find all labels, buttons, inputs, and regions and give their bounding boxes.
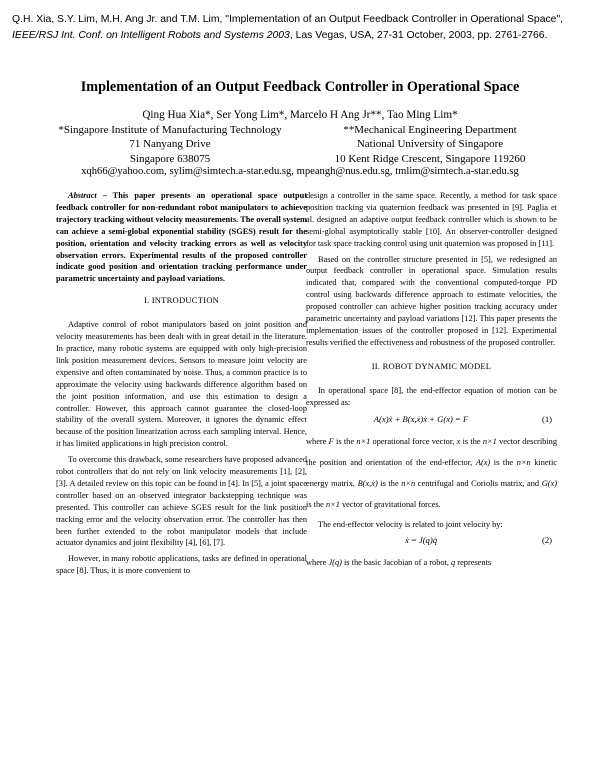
equation-2	[306, 530, 557, 552]
equation-1	[306, 409, 557, 431]
right-column	[306, 190, 557, 573]
section-heading-introduction: I. INTRODUCTION	[143, 295, 220, 306]
affiliation-left	[40, 123, 300, 166]
equation-expression: A(x)ẍ + B(x,ẋ)ẋ + G(x) = F	[373, 413, 469, 424]
author-list: Qing Hua Xia*, Ser Yong Lim*, Marcelo H Ang Jr**, Tao Ming Lim*	[142, 109, 458, 121]
affiliation-line: National University of Singapore	[356, 138, 504, 151]
paragraph: To overcome this drawback, some researchers have proposed advanced robot controllers that do not rely on link velocity measurements [1], [2], [3]. A detailed review on this topic can be found in [4]. In [5], a joint space controller based on an observed integrator backstepping technique was presented. This controller can achieve SGES result for the link position tracking error and the velocity observation error. The controller has then been further extended to the robot manipulator models that include actuator dynamics and joint flexibility [4], [6], [7].	[56, 455, 307, 548]
citation-header	[12, 12, 588, 43]
paragraph: Adaptive control of robot manipulators based on joint position and velocity measurements has been dealt with in great detail in the literature. In practice, many robotic systems are equipped with only high-precision link position measurement devices. Sensors to measure joint velocity are expensive and often contaminated by noise. Thus, a common practice is to approximate the velocity using backwards difference algorithm based on the joint position information, and use this estimation to design a controller. However, this approach cannot guarantee the closed-loop stability of the overall system. Moreover, it ignores the dynamic effect because of the position linearization across each sampling interval. Hence, it has limited applications in high precision control.	[56, 320, 307, 449]
affiliation-right	[300, 123, 560, 166]
paragraph: design a controller in the same space. Recently, a method for task space position tracking via quaternion feedback was presented in [9]. Paglia et al. designed an adaptive output feedback controller which is shown to be semi-global asymptotically stable [10]. An observer-controller designed for task space tracking control using unit quaternion was proposed in [11].	[306, 191, 557, 248]
equation-number: (1)	[541, 413, 552, 424]
equation-expression: ẋ = J(q)q̇	[404, 535, 438, 546]
paragraph: However, in many robotic applications, tasks are defined in operational space [8]. Thus, it is more convenient to	[56, 554, 307, 576]
citation-suffix: , Las Vegas, USA, 27-31 October, 2003, pp. 2761-2766.	[289, 29, 548, 41]
equation-number: (2)	[541, 535, 552, 546]
equation-1-definitions: where F is the n×1 operational force vector, x is the n×1 vector describing the position and orientation of the end-effector, A(x) is the n×n kinetic energy matrix, B(x,ẋ) is the n×n centrifugal and Coriolis matrix, and G(x) is the n×1 vector of gravitational forces.	[306, 436, 557, 509]
paper-title: Implementation of an Output Feedback Controller in Operational Space	[80, 79, 520, 95]
abstract-label: Abstract	[68, 191, 97, 200]
affiliation-line: **Mechanical Engineering Department	[343, 124, 517, 136]
affiliation-line: 71 Nanyang Drive	[129, 138, 211, 151]
citation-prefix: Q.H. Xia, S.Y. Lim, M.H. Ang Jr. and T.M. Lim, "Implementation of an Output Feedback Controller in Operational Space",	[12, 14, 564, 25]
author-emails: xqh66@yahoo.com, sylim@simtech.a-star.edu.sg, mpeangh@nus.edu.sg, tmlim@simtech.a-star.edu.sg	[81, 166, 519, 177]
left-column	[56, 190, 307, 577]
equation-2-definitions: where J(q) is the basic Jacobian of a robot, q represents	[306, 558, 492, 568]
abstract	[56, 190, 307, 285]
paragraph: The end-effector velocity is related to joint velocity by:	[318, 519, 503, 529]
affiliation-line: Singapore 638075	[129, 152, 211, 165]
citation-venue: IEEE/RSJ Int. Conf. on Intelligent Robots and Systems 2003	[12, 29, 290, 41]
paragraph: Based on the controller structure presented in [5], we redesigned an output feedback controller in operational space. Simulation results indicated that, compared with the conventional computed-torque PD control using backwards difference approach to estimate velocities, the proposed controller can achieve higher position tracking accuracy under parametric uncertainty and payload variations [12]. This paper presents the implementation issues of the controller proposed in [12]. Experimental results verified the effectiveness and robustness of the proposed controller.	[306, 254, 557, 347]
section-heading-robot-dynamic-model: II. ROBOT DYNAMIC MODEL	[371, 360, 492, 371]
paragraph: In operational space [8], the end-effector equation of motion can be expressed as:	[306, 385, 557, 407]
affiliation-line: 10 Kent Ridge Crescent, Singapore 119260	[334, 152, 526, 165]
abstract-text: – This paper presents an operational space output feedback controller for non-redundant robot manipulators to achieve trajectory tracking without velocity measurements. The overall system can achieve a semi-global exponential stability (SGES) result for the position, orientation and velocity tracking errors as well as velocity observation errors. Experimental results of the proposed controller indicate good position and orientation tracking performance under parametric uncertainty and payload variations.	[56, 191, 307, 284]
affiliation-line: *Singapore Institute of Manufacturing Technology	[58, 124, 282, 136]
